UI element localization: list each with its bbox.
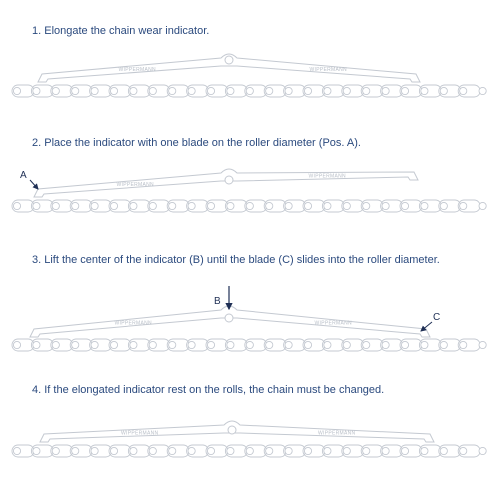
- chain-roller: [72, 341, 79, 348]
- wear-indicator-1: [38, 54, 420, 82]
- chain-roller: [304, 87, 311, 94]
- chain-roller: [266, 341, 273, 348]
- chain-2: [12, 200, 486, 212]
- chain-roller: [188, 87, 195, 94]
- step-2-instruction: 2. Place the indicator with one blade on the roller diameter (Pos. A).: [32, 137, 361, 149]
- chain-roller: [440, 447, 447, 454]
- chain-roller: [188, 341, 195, 348]
- chain-roller: [149, 87, 156, 94]
- chain-roller: [363, 202, 370, 209]
- chain-roller: [91, 447, 98, 454]
- indicator-pivot: [225, 314, 233, 322]
- chain-roller: [324, 87, 331, 94]
- chain-roller: [52, 341, 59, 348]
- chain-roller: [227, 87, 234, 94]
- indicator-pivot: [225, 56, 233, 64]
- chain-roller: [382, 447, 389, 454]
- chain-roller: [401, 87, 408, 94]
- chain-roller: [72, 202, 79, 209]
- chain-roller: [13, 447, 20, 454]
- chain-roller: [33, 87, 40, 94]
- chain-roller: [401, 202, 408, 209]
- chain-roller: [440, 341, 447, 348]
- step-3-instruction: 3. Lift the center of the indicator (B) until the blade (C) slides into the roller diameter.: [32, 254, 440, 266]
- chain-roller: [363, 87, 370, 94]
- chain-roller: [304, 447, 311, 454]
- chain-roller: [130, 87, 137, 94]
- chain-roller: [266, 202, 273, 209]
- chain-roller: [246, 87, 253, 94]
- chain-roller: [169, 87, 176, 94]
- chain-roller: [324, 341, 331, 348]
- chain-roller: [266, 447, 273, 454]
- chain-roller: [479, 202, 486, 209]
- step-1-instruction: 1. Elongate the chain wear indicator.: [32, 25, 210, 37]
- callout-b-label: B: [214, 296, 221, 307]
- chain-roller: [285, 87, 292, 94]
- chain-roller: [460, 87, 467, 94]
- chain-roller: [91, 87, 98, 94]
- chain-roller: [479, 87, 486, 94]
- chain-roller: [421, 447, 428, 454]
- chain-roller: [33, 447, 40, 454]
- callout-a-label: A: [20, 170, 27, 181]
- chain-roller: [246, 341, 253, 348]
- chain-roller: [33, 341, 40, 348]
- indicator-brand-left: WIPPERMANN: [118, 67, 156, 73]
- chain-roller: [382, 87, 389, 94]
- chain-roller: [188, 447, 195, 454]
- chain-roller: [110, 202, 117, 209]
- chain-roller: [343, 341, 350, 348]
- chain-roller: [72, 87, 79, 94]
- chain-roller: [33, 202, 40, 209]
- step-4-instruction: 4. If the elongated indicator rest on the rolls, the chain must be changed.: [32, 384, 385, 396]
- chain-roller: [52, 447, 59, 454]
- chain-roller: [149, 341, 156, 348]
- chain-3: [12, 339, 486, 351]
- chain-roller: [285, 341, 292, 348]
- chain-roller: [479, 447, 486, 454]
- chain-roller: [130, 447, 137, 454]
- chain-roller: [421, 341, 428, 348]
- chain-roller: [440, 202, 447, 209]
- chain-roller: [304, 202, 311, 209]
- wear-indicators: [30, 54, 434, 442]
- indicator-pivot: [228, 426, 236, 434]
- chain-roller: [169, 341, 176, 348]
- chain-roller: [130, 341, 137, 348]
- chain-roller: [52, 202, 59, 209]
- wear-indicator-4: [40, 421, 434, 442]
- chain-4: [12, 445, 486, 457]
- chain-roller: [401, 447, 408, 454]
- wear-indicator-2: [34, 169, 418, 197]
- chain-roller: [91, 341, 98, 348]
- chain-1: [12, 85, 486, 97]
- chain-roller: [207, 341, 214, 348]
- chain-roller: [382, 202, 389, 209]
- chain-roller: [13, 341, 20, 348]
- callout-b: [214, 286, 229, 309]
- chain-roller: [460, 447, 467, 454]
- chain-roller: [324, 202, 331, 209]
- chain-roller: [479, 341, 486, 348]
- indicator-brand-right: WIPPERMANN: [314, 320, 352, 327]
- chain-roller: [285, 202, 292, 209]
- roller-chains: [12, 85, 486, 457]
- chain-roller: [207, 202, 214, 209]
- callout-c: [421, 312, 440, 331]
- chain-roller: [460, 202, 467, 209]
- chain-roller: [401, 341, 408, 348]
- chain-roller: [246, 202, 253, 209]
- chain-roller: [169, 447, 176, 454]
- indicator-bar: [40, 421, 434, 442]
- callout-a-arrow: [30, 180, 38, 189]
- indicator-brand-left: WIPPERMANN: [114, 320, 152, 327]
- chain-roller: [110, 447, 117, 454]
- chain-roller: [149, 447, 156, 454]
- indicator-pivot: [225, 176, 233, 184]
- indicator-brand-right: WIPPERMANN: [309, 67, 347, 73]
- chain-roller: [343, 447, 350, 454]
- chain-roller: [363, 447, 370, 454]
- chain-roller: [227, 341, 234, 348]
- chain-roller: [110, 341, 117, 348]
- chain-roller: [266, 87, 273, 94]
- chain-roller: [188, 202, 195, 209]
- chain-roller: [227, 447, 234, 454]
- chain-roller: [13, 202, 20, 209]
- chain-roller: [72, 447, 79, 454]
- wear-indicator-3: [30, 306, 430, 337]
- chain-roller: [440, 87, 447, 94]
- chain-roller: [343, 202, 350, 209]
- chain-roller: [149, 202, 156, 209]
- chain-roller: [207, 447, 214, 454]
- chain-roller: [52, 87, 59, 94]
- chain-roller: [246, 447, 253, 454]
- chain-roller: [169, 202, 176, 209]
- chain-roller: [421, 202, 428, 209]
- chain-roller: [324, 447, 331, 454]
- chain-roller: [110, 87, 117, 94]
- chain-roller: [343, 87, 350, 94]
- chain-roller: [285, 447, 292, 454]
- indicator-brand-right: WIPPERMANN: [308, 173, 346, 180]
- chain-roller: [460, 341, 467, 348]
- chain-roller: [207, 87, 214, 94]
- chain-roller: [91, 202, 98, 209]
- callout-a: [20, 170, 38, 189]
- indicator-brand-left: WIPPERMANN: [121, 430, 159, 437]
- chain-roller: [13, 87, 20, 94]
- callout-c-label: C: [433, 312, 441, 323]
- chain-roller: [130, 202, 137, 209]
- chain-roller: [227, 202, 234, 209]
- chain-roller: [304, 341, 311, 348]
- chain-roller: [363, 341, 370, 348]
- chain-roller: [421, 87, 428, 94]
- chain-roller: [382, 341, 389, 348]
- indicator-brand-left: WIPPERMANN: [116, 182, 154, 188]
- indicator-brand-right: WIPPERMANN: [318, 430, 356, 437]
